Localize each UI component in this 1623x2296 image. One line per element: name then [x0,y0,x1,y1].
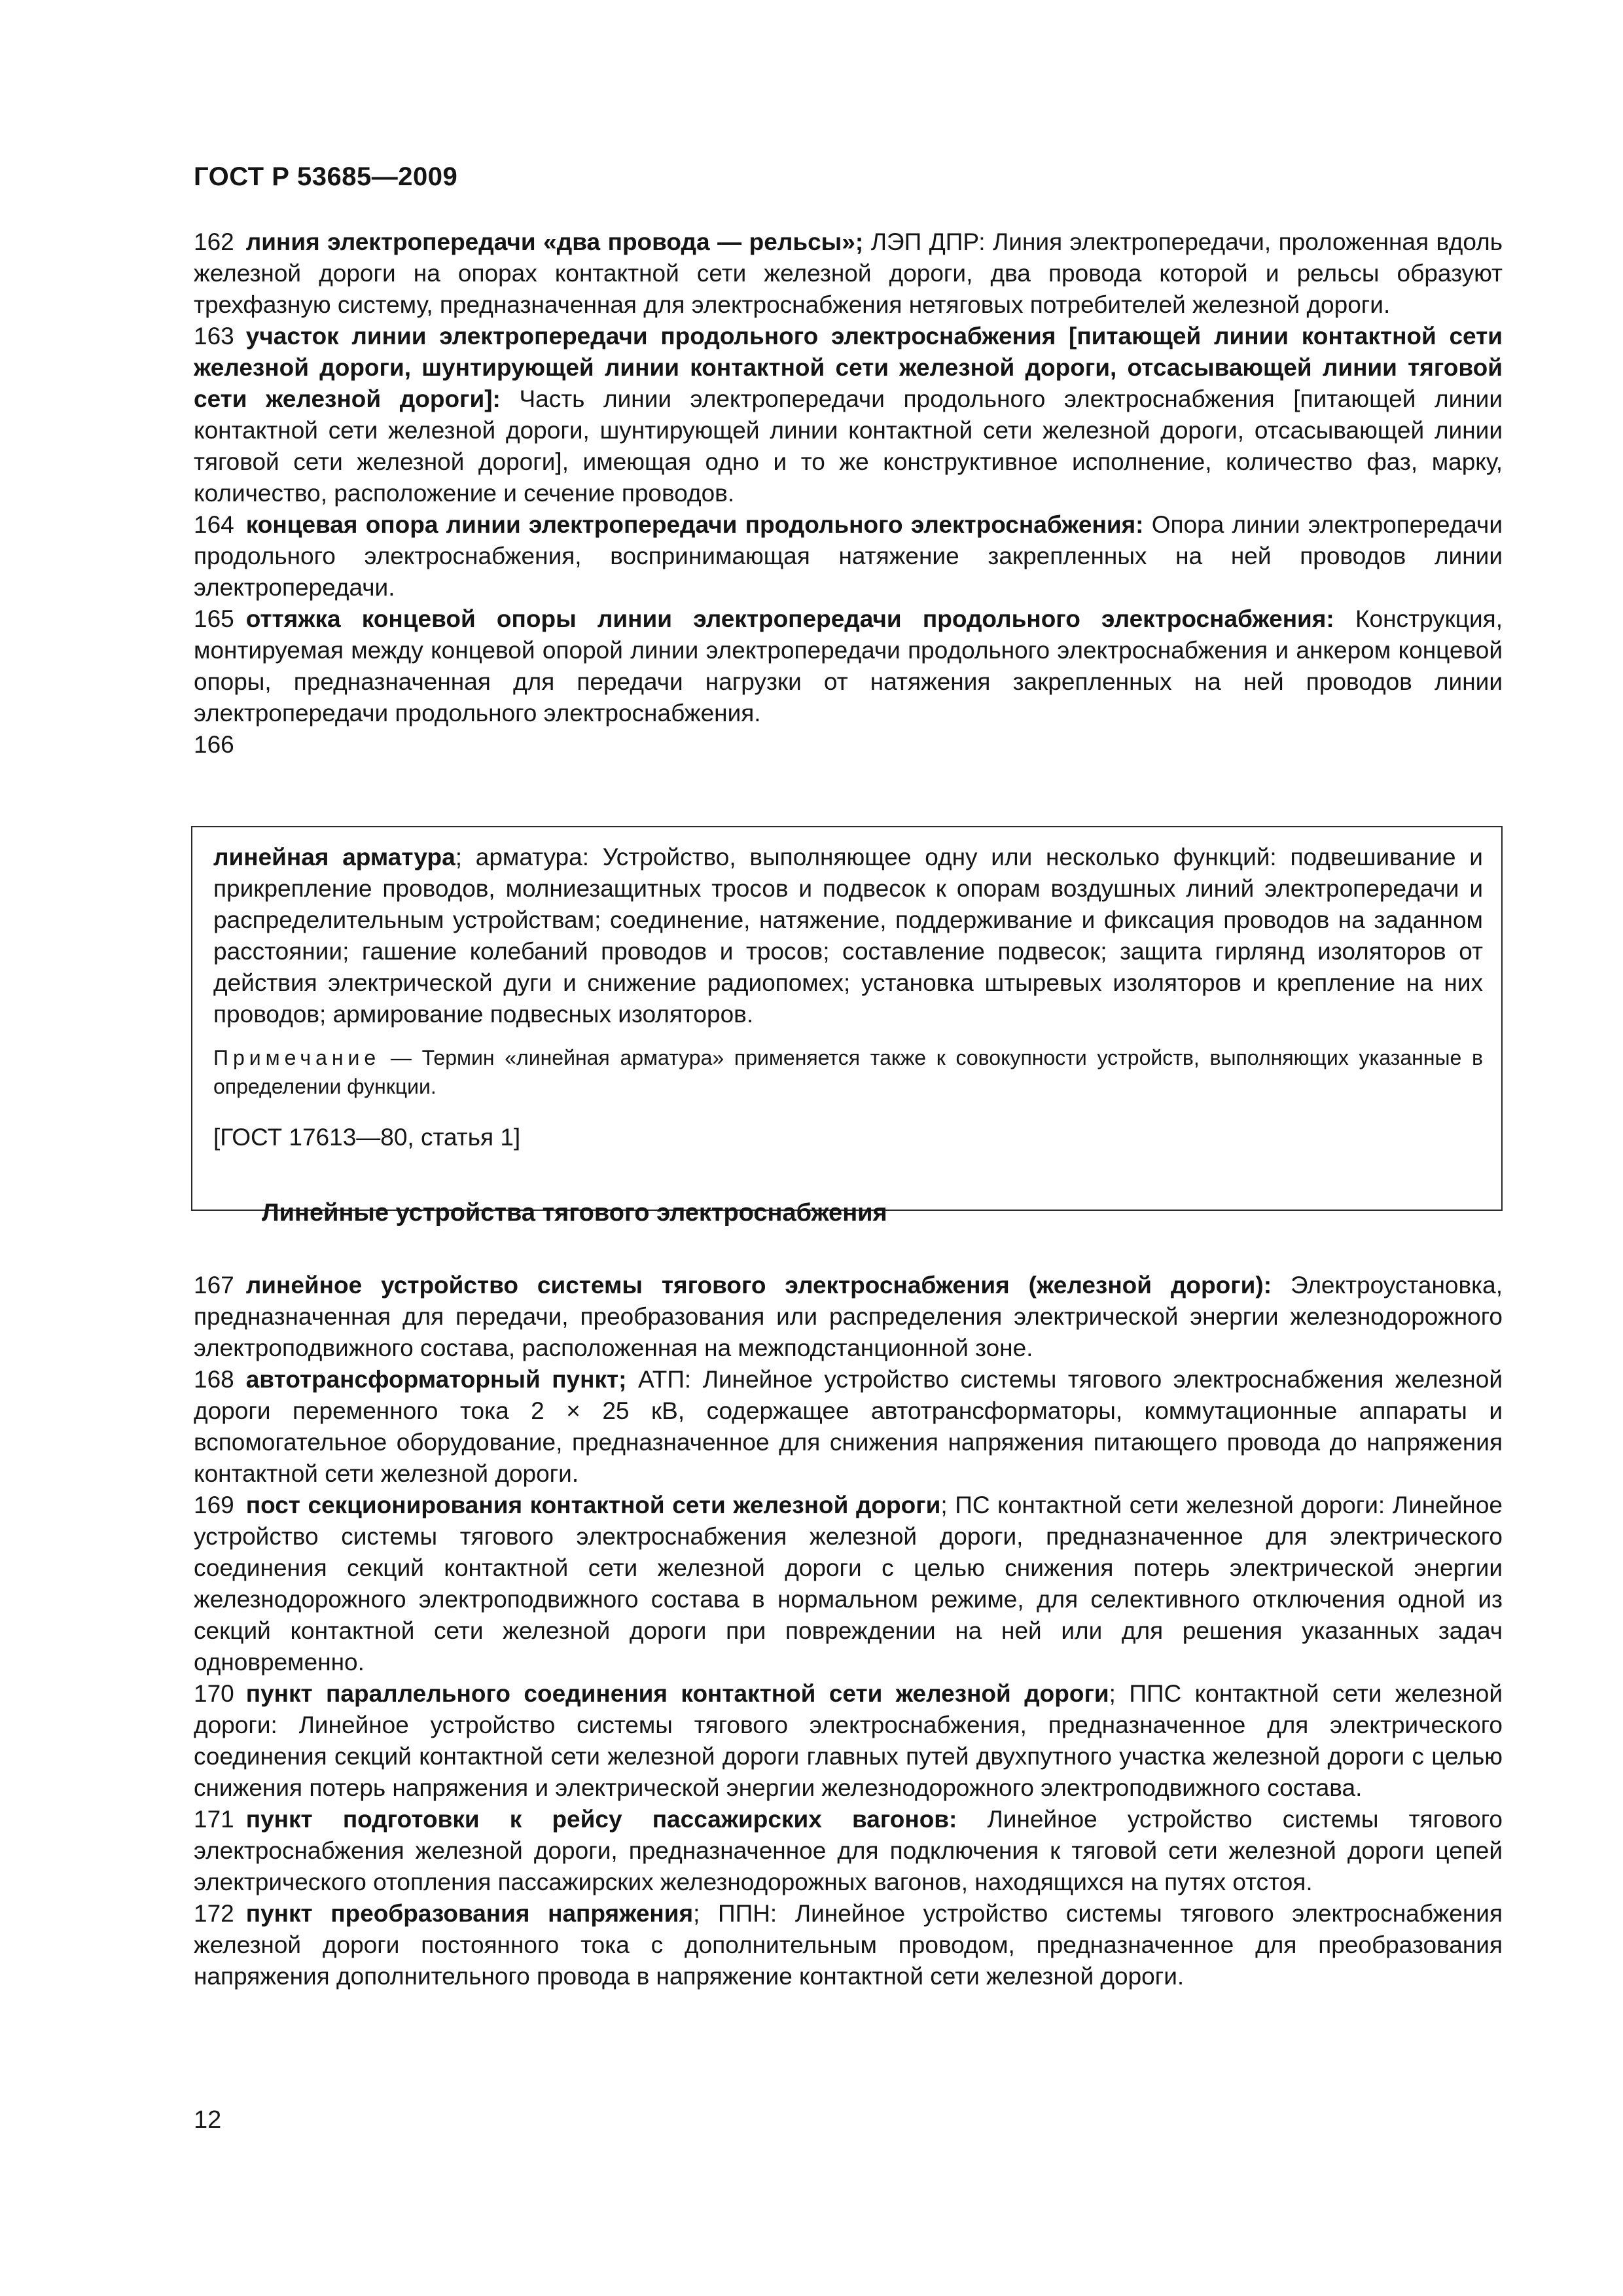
entry-number: 164 [194,511,234,538]
box-definition [213,842,1483,1030]
box-definition-text: ; арматура: Устройство, выполняющее одну или несколько функций: подвешивание и прикрепление проводов, молниезащитных тросов и подвесок к опорам воздушных линий электропередачи и распределительным устройствам; соединение, натяжение, поддерживание и фиксация проводов на заданном расстоянии; гашение колебаний проводов и тросов; составление подвесок; защита гирлянд изоляторов от действия электрической дуги и снижение радиопомех; установка штыревых изоляторов и крепление на них проводов; армирование подвесных изоляторов. [213,844,1483,1028]
note-text: — Термин «линейная арматура» применяется также к совокупности устройств, выполняющих указанные в определении функции. [213,1046,1483,1098]
entry-number: 168 [194,1366,234,1393]
entry-definition: ЛЭП ДПР: Линия электропередачи, проложенная вдоль железной дороги на опорах контактной сети железной дороги, два провода которой и рельсы образуют трехфазную систему, предназначенная для электроснабжения нетяговых потребителей железной дороги. [194,228,1503,318]
entry-term: пункт преобразования напряжения [245,1900,694,1927]
entry-number: 165 [194,605,234,632]
entry-term: участок линии электропередачи продольного электроснабжения [питающей линии контактной сети железной дороги, шунтирующей линии контактной сети железной дороги, отсасывающей линии тяговой сети железной дороги]: [194,323,1503,412]
term-entry-165 [194,603,1503,729]
section-heading: Линейные устройства тягового электроснабжения [262,1199,887,1227]
entry-definition: Часть линии электропередачи продольного электроснабжения [питающей линии контактной сети железной дороги, шунтирующей линии контактной сети железной дороги, отсасывающей линии тяговой сети железной дороги], имеющая одно и то же конструктивное исполнение, количество фаз, марку, количество, расположение и сечение проводов. [194,386,1503,507]
term-entry-169 [194,1490,1503,1678]
reference-definition-box [191,826,1503,1211]
term-entry-167 [194,1270,1503,1364]
entry-number: 170 [194,1680,234,1707]
term-entry-166 [194,729,1503,761]
entry-number: 172 [194,1900,234,1927]
entry-definition: Опора линии электропередачи продольного электроснабжения, воспринимающая натяжение закрепленных на ней проводов линии электропередачи. [194,511,1503,601]
entry-definition: ; ПС контактной сети железной дороги: Линейное устройство системы тягового электроснабжения железной дороги, предназначенное для электрического соединения секций контактной сети железной дороги с целью снижения потерь электрической энергии железнодорожного электроподвижного состава в нормальном режиме, для селективного отключения одной из секций контактной сети железной дороги при повреждении на ней или для решения указанных задач одновременно. [194,1492,1503,1676]
entry-definition: ; ППС контактной сети железной дороги: Линейное устройство системы тягового электроснабжения, предназначенное для электрического соединения секций контактной сети железной дороги главных путей двухпутного участка железной дороги с целью снижения потерь напряжения и электрической энергии железнодорожного электроподвижного состава. [194,1680,1503,1801]
entry-term: линейное устройство системы тягового электроснабжения (железной дороги): [245,1272,1272,1299]
entry-definition: Линейное устройство системы тягового электроснабжения железной дороги, предназначенное для подключения к тяговой сети железной дороги цепей электрического отопления пассажирских железнодорожных вагонов, находящихся на путях отстоя. [194,1806,1503,1895]
box-term: линейная арматура [213,844,455,870]
entry-term: пункт параллельного соединения контактной сети железной дороги [245,1680,1109,1707]
entries-top-block [194,226,1503,761]
document-header: ГОСТ Р 53685—2009 [194,162,458,191]
term-entry-170 [194,1678,1503,1804]
entry-number: 171 [194,1806,234,1833]
entry-number: 169 [194,1492,234,1518]
box-note [213,1043,1483,1101]
entry-term: пункт подготовки к рейсу пассажирских вагонов: [245,1806,957,1833]
entries-bottom-block [194,1270,1503,1992]
entry-definition: АТП: Линейное устройство системы тягового электроснабжения железной дороги переменного тока 2 × 25 кВ, содержащее автотрансформаторы, коммутационные аппараты и вспомогательное оборудование, предназначенное для снижения напряжения питающего провода до напряжения контактной сети железной дороги. [194,1366,1503,1487]
entry-number: 166 [194,731,234,758]
entry-term: линия электропередачи «два провода — рельсы»; [245,228,864,255]
note-label: Примечание [213,1046,381,1069]
entry-number: 167 [194,1272,234,1299]
page-number: 12 [194,2106,222,2134]
entry-definition: Электроустановка, предназначенная для передачи, преобразования или распределения электрической энергии железнодорожного электроподвижного состава, расположенная на межподстанционной зоне. [194,1272,1503,1361]
entry-term: автотрансформаторный пункт; [245,1366,627,1393]
entry-term: оттяжка концевой опоры линии электропередачи продольного электроснабжения: [245,605,1334,632]
term-entry-168 [194,1364,1503,1490]
entry-term: концевая опора линии электропередачи продольного электроснабжения: [245,511,1144,538]
entry-number: 162 [194,228,234,255]
term-entry-163 [194,321,1503,509]
term-entry-172 [194,1898,1503,1992]
term-entry-171 [194,1804,1503,1898]
term-entry-164 [194,509,1503,603]
box-reference: [ГОСТ 17613—80, статья 1] [213,1124,521,1151]
entry-definition: ; ППН: Линейное устройство системы тягового электроснабжения железной дороги постоянного тока с дополнительным проводом, предназначенное для преобразования напряжения дополнительного провода в напряжение контактной сети железной дороги. [194,1900,1503,1990]
entry-definition: Конструкция, монтируемая между концевой опорой линии электропередачи продольного электроснабжения и анкером концевой опоры, предназначенная для передачи нагрузки от натяжения закрепленных на ней проводов линии электропередачи продольного электроснабжения. [194,605,1503,726]
entry-term: пост секционирования контактной сети железной дороги [245,1492,941,1518]
term-entry-162 [194,226,1503,321]
entry-number: 163 [194,323,234,350]
